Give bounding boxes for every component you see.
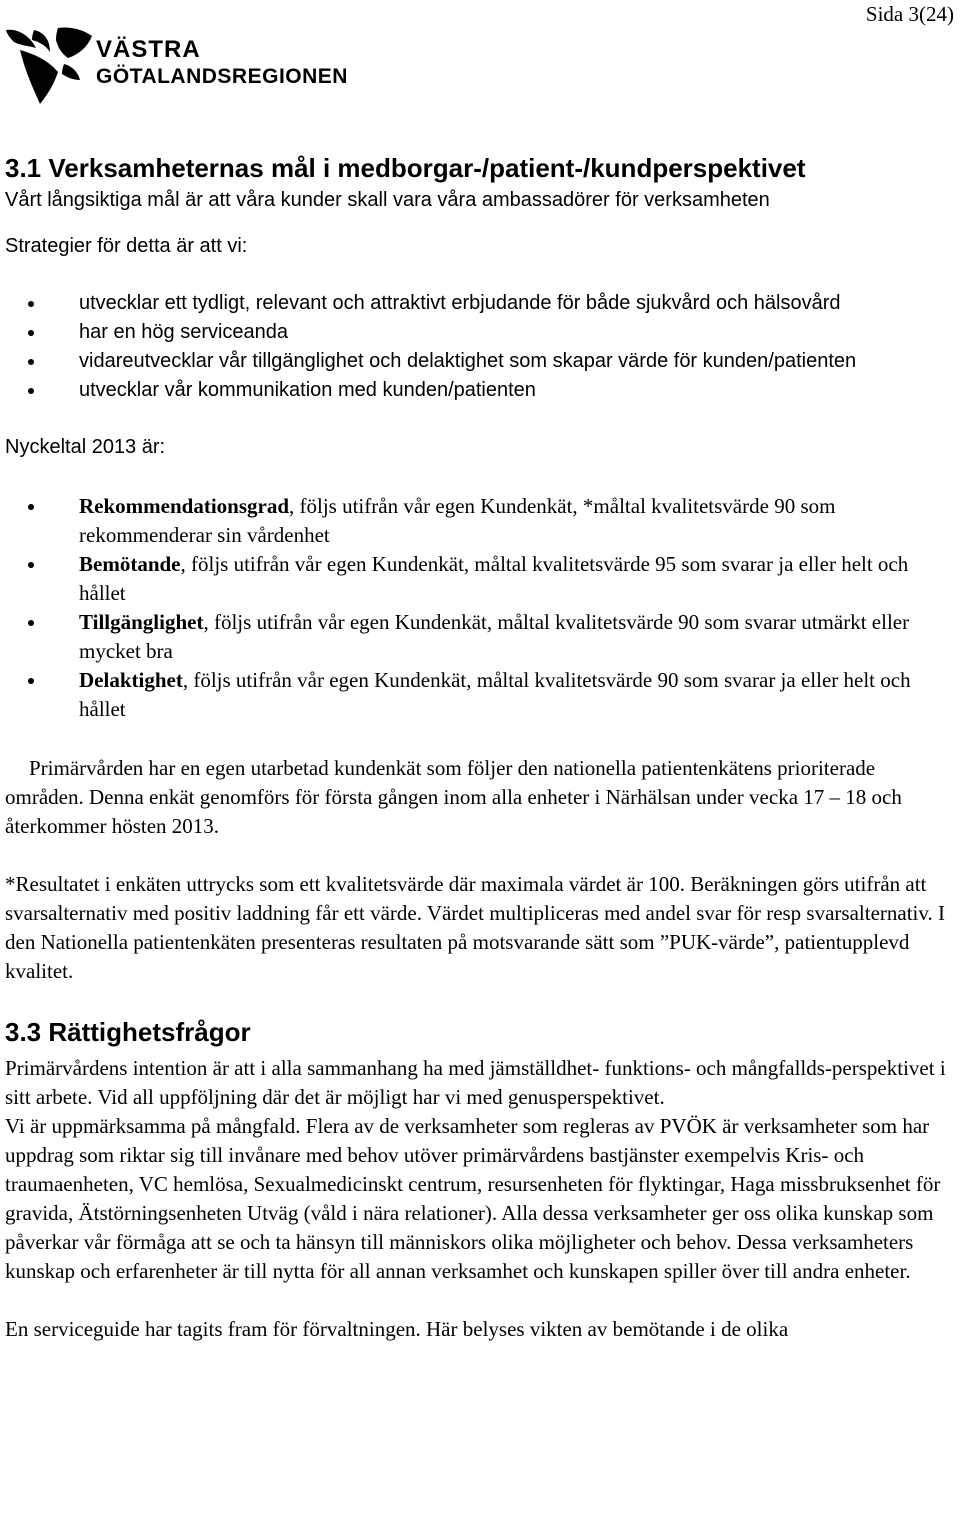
page-number: Sida 3(24) bbox=[865, 2, 954, 26]
strategies-intro: Strategier för detta är att vi: bbox=[5, 235, 248, 257]
logo-text-vastra: VÄSTRA bbox=[96, 36, 201, 63]
kpi-intro: Nyckeltal 2013 är: bbox=[5, 436, 166, 458]
kpi-text: , följs utifrån vår egen Kundenkät, måltal kvalitetsvärde 90 som svarar ja eller helt och hållet bbox=[79, 668, 911, 721]
list-item: utvecklar ett tydligt, relevant och attraktivt erbjudande för både sjukvård och hälsovård bbox=[5, 289, 957, 318]
list-item bbox=[5, 492, 957, 550]
kpi-list bbox=[5, 492, 957, 724]
kpi-term: Tillgänglighet bbox=[79, 610, 204, 634]
list-item bbox=[5, 608, 957, 666]
kpi-term: Rekommendationsgrad bbox=[79, 494, 290, 518]
kpi-term: Delaktighet bbox=[79, 668, 183, 692]
diversity-paragraph: Vi är uppmärksamma på mångfald. Flera av de verksamheter som regleras av PVÖK är verksamheter som har uppdrag som riktar sig till invånare med behov utöver primärvårdens bastjänster exempelvis Kris- och traumaenheten, VC hemlösa, Sexualmedicinskt centrum, resursenheten för flyktingar, Haga missbruksenhet för gravida, Ätstörningsenheten Utväg (våld i nära relationer). Alla dessa verksamheter ger oss olika kunskap som påverkar vår förmåga att se och ta hänsyn till människors olika möjligheter och behov. Dessa verksamheters kunskap och erfarenheter är till nytta för all annan verksamhet och kunskapen spiller över till andra enheter. bbox=[5, 1114, 941, 1283]
vgr-logo bbox=[4, 24, 384, 108]
kpi-term: Bemötande bbox=[79, 552, 181, 576]
document-body bbox=[5, 150, 957, 1344]
list-item bbox=[5, 666, 957, 724]
list-item: vidareutvecklar vår tillgänglighet och delaktighet som skapar värde för kunden/patienten bbox=[5, 347, 957, 376]
kpi-text: , följs utifrån vår egen Kundenkät, måltal kvalitetsvärde 95 som svarar ja eller helt och hållet bbox=[79, 552, 909, 605]
rights-intention-paragraph: Primärvårdens intention är att i alla sammanhang ha med jämställdhet- funktions- och mångfallds-perspektivet i sitt arbete. Vid all uppföljning där det är möjligt har vi med genusperspektivet. bbox=[5, 1056, 946, 1109]
section-3-1-heading: 3.1 Verksamheternas mål i medborgar-/patient-/kundperspektivet bbox=[5, 153, 806, 183]
section-3-3-heading: 3.3 Rättighetsfrågor bbox=[5, 1017, 251, 1047]
logo-text-gotalandsregionen: GÖTALANDSREGIONEN bbox=[96, 65, 348, 88]
long-term-goal: Vårt långsiktiga mål är att våra kunder skall vara våra ambassadörer för verksamheten bbox=[5, 189, 770, 211]
vgr-emblem-icon bbox=[4, 24, 94, 108]
list-item: har en hög serviceanda bbox=[5, 318, 957, 347]
strategies-list bbox=[5, 289, 957, 405]
survey-paragraph: Primärvården har en egen utarbetad kundenkät som följer den nationella patientenkätens prioriterade områden. Denna enkät genomförs för första gången inom alla enheter i Närhälsan under vecka 17 – 18 och återkommer hösten 2013. bbox=[5, 756, 902, 838]
list-item: utvecklar vår kommunikation med kunden/patienten bbox=[5, 376, 957, 405]
service-guide-paragraph: En serviceguide har tagits fram för förvaltningen. Här belyses vikten av bemötande i de olika bbox=[5, 1317, 789, 1341]
kpi-text: , följs utifrån vår egen Kundenkät, måltal kvalitetsvärde 90 som svarar utmärkt eller mycket bra bbox=[79, 610, 910, 663]
list-item bbox=[5, 550, 957, 608]
result-footnote-paragraph: *Resultatet i enkäten uttrycks som ett kvalitetsvärde där maximala värdet är 100. Beräkningen görs utifrån att svarsalternativ med positiv laddning får ett värde. Värdet multipliceras med andel svar för resp svarsalternativ. I den Nationella patientenkäten presenteras resultaten på motsvarande sätt som ”PUK-värde”, patientupplevd kvalitet. bbox=[5, 872, 946, 983]
kpi-text: , följs utifrån vår egen Kundenkät, *måltal kvalitetsvärde 90 som rekommenderar sin vårdenhet bbox=[79, 494, 836, 547]
